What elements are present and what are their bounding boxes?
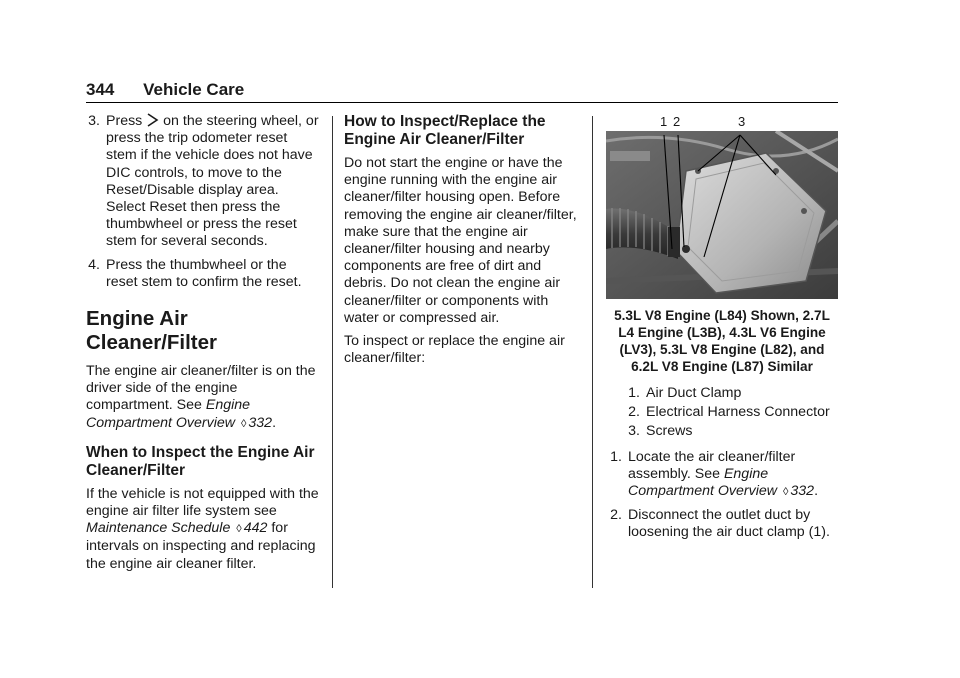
column-divider-2 [592,116,593,588]
page-number: 344 [86,80,115,99]
step-number: 4. [88,256,100,273]
cross-reference-link[interactable]: Maintenance Schedule [86,520,231,537]
step-text: Press the thumbwheel or the reset stem to confirm the reset. [106,256,302,290]
list-item [86,257,322,291]
column-divider-1 [332,116,333,588]
list-item: 2. Disconnect the outlet duct by loosening the air duct clamp (1). [610,507,830,541]
page-ref[interactable]: 332 [790,483,815,500]
page-ref-icon: ◊ [236,523,242,536]
header-rule [86,102,838,103]
column-3 [606,113,838,548]
list-item: 3. Screws [628,423,693,440]
subsection-heading: When to Inspect the Engine Air Cleaner/Filter [86,443,315,479]
reset-steps [86,113,322,291]
page-ref[interactable]: 442 [243,520,268,537]
figure-callouts [606,113,838,131]
instruction-paragraph: To inspect or replace the engine air cleaner/filter: [344,333,565,367]
subsection-heading: How to Inspect/Replace the Engine Air Cleaner/Filter [344,113,546,148]
page-ref-icon: ◊ [782,486,789,499]
replace-steps [606,449,838,542]
step-number: 3. [88,113,100,129]
list-item: 1. Air Duct Clamp [628,385,742,401]
callout-label: 1 [660,114,668,129]
intro-paragraph: The engine air cleaner/filter is on the driver side of the engine compartment. See Engine Compartment Overview ◊ 332. [86,363,316,431]
figure-legend [606,385,838,441]
column-2 [344,113,580,373]
list-item: 1. Locate the air cleaner/filter assembly. See Engine Compartment Overview ◊ 332. [610,448,819,500]
page-ref[interactable]: 332 [248,414,273,431]
step-text: on the steering wheel, or press the trip odometer reset stem if the vehicle does not have DIC controls, to move to the Reset/Disable display area. Select Reset then press the thumbwheel or press the reset stem for several seconds. [106,113,319,250]
cross-reference-link[interactable]: Engine Compartment Overview [628,465,778,500]
step-text: Press [106,113,143,129]
section-heading: Engine Air Cleaner/Filter [86,307,218,355]
engine-photo-image [606,131,838,299]
page-ref-icon: ◊ [240,417,247,430]
callout-label: 3 [738,114,746,129]
column-1 [86,113,322,579]
cross-reference-link[interactable]: Engine Compartment Overview [86,397,251,431]
callout-label: 2 [673,114,681,129]
warning-paragraph: Do not start the engine or have the engine running with the engine air cleaner/filter housing open. Before removing the engine air cleaner/filter, make sure that the engine air cleaner/filter housing and nearby components are free of dirt and debris. Do not clean the engine air cleaner/filter or components with water or compressed air. [344,155,577,326]
page-header [86,80,244,100]
when-paragraph: If the vehicle is not equipped with the engine air filter life system see Maintenance Schedule ◊ 442 for intervals on inspecting and replacing the engine air cleaner filter. [86,485,319,572]
section-title: Vehicle Care [143,80,245,99]
figure-caption: 5.3L V8 Engine (L84) Shown, 2.7L L4 Engine (L3B), 4.3L V6 Engine (LV3), 5.3L V8 Engine (L82), and 6.2L V8 Engine (L87) Similar [614,308,830,374]
list-item: 2. Electrical Harness Connector [628,404,830,421]
steering-wheel-arrow-icon [146,113,159,127]
engine-air-cleaner-photo [606,131,838,299]
list-item [86,113,322,251]
